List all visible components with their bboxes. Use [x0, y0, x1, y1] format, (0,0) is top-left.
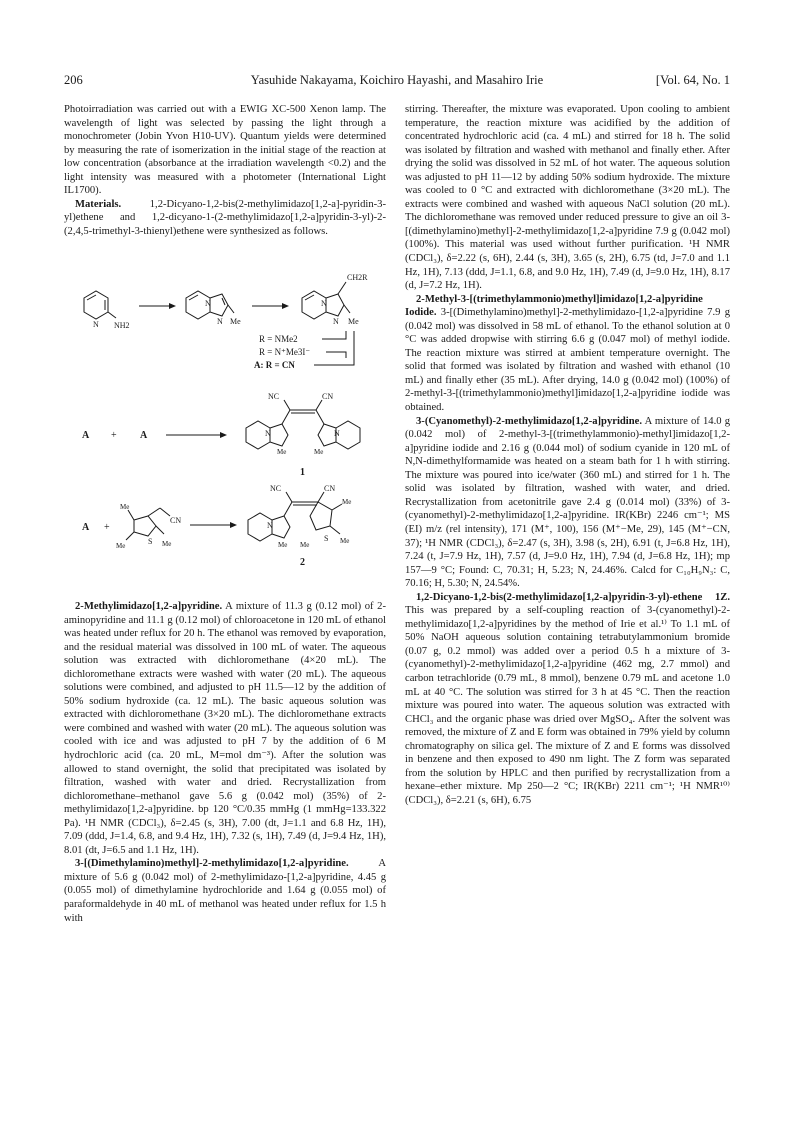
r-group-list [254, 331, 354, 370]
running-header [64, 73, 730, 89]
n-label: N [267, 521, 273, 530]
iodide-paragraph [405, 293, 730, 415]
cyanomethyl-paragraph [405, 415, 730, 591]
me-label: Me [162, 540, 172, 548]
substituted-imidazopyridine-structure [302, 273, 368, 326]
me-label: Me [348, 317, 359, 326]
cn-label: CN [170, 516, 182, 525]
arrow-1 [139, 303, 176, 309]
me-label: Me [120, 503, 130, 511]
compound-2-label: 2 [300, 557, 305, 568]
me-label: Me [340, 537, 350, 545]
compound-1-structure [246, 392, 360, 478]
photoirradiation-paragraph: Photoirradiation was carried out with a EWIG XC-500 Xenon lamp. The wavelength of light was selected by passing the light through a monochrometer (Jobin Yvon H10-UV). Quantum yields were determined by measuring the rate of isomerization in the initial stage of the reaction at low concentration (absorbance at the irradiation wavelength <0.2) and the light intensity was measured with a photometer (International Light IL1700). [64, 104, 386, 197]
left-column-bottom [64, 600, 386, 925]
dimerization-reaction [82, 430, 227, 441]
nc-label: NC [270, 484, 282, 493]
cross-coupling-reaction [82, 503, 237, 550]
n-label: N [217, 317, 223, 326]
r-cn: A: R = CN [254, 360, 295, 370]
plus-sign: + [104, 522, 110, 533]
me-label: Me [314, 448, 324, 456]
left-column-top [64, 103, 386, 238]
me-label: Me [230, 317, 241, 326]
cn-label: CN [322, 392, 334, 401]
reactant-a: A [82, 430, 90, 441]
materials-heading: Materials. [75, 198, 122, 210]
methylimidazopyridine-text: A mixture of 11.3 g (0.12 mol) of 2-aminopyridine and 11.1 g (0.12 mol) of chloroacetone in 120 mL of ethanol was heated under reflux for 20 h. The ethanol was removed by evaporation, and the residual material was dissolved in 100 mL of water. The aqueous solution was extracted with dichloromethane (4×20 mL). The dichloromethane extracts were washed with water (20 mL). The aqueous solutions were combined, and adjusted to pH 11.5—12 by the addition of 50% sodium hydroxide (ca. 12 mL). The basic aqueous solution was extracted with dichloromethane (3×20 mL). The dichloromethane extracts were combined and washed with water (20 mL). The aqueous solution was cooled with ice and was adjusted to pH 7 by the addition of 6 M hydrochloric acid (ca. 20 mL, M=mol dm⁻³). After the solution was allowed to stand overnight, the solid that precipitated was isolated by filtration, washed with water and dried. Recrystallization from dichloromethane–methanol gave 5.6 g (0.042 mol) (35%) of 2-methylimidazo[1,2-a]pyridine. bp 120 °C/0.35 mmHg (1 mmHg=133.322 Pa). ¹H NMR (CDCl₃), δ=2.45 (s, 3H), 7.00 (dt, J=1.1 and 6.8 Hz, 1H), 7.09 (ddd, J=1.4, 6.8, and 9.4 Hz, 1H), 7.32 (s, 1H), 7.49 (d, J=9.4 Hz, 1H), 8.01 (dt, J=6.5 and 1.1 Hz, 1H). [64, 601, 386, 856]
page-number: 206 [64, 73, 83, 87]
me-label: Me [300, 541, 310, 549]
arrow-2 [252, 303, 289, 309]
nh2-label: NH2 [114, 321, 130, 330]
n-label: N [333, 317, 339, 326]
cn-label: CN [324, 484, 336, 493]
dimethylaminomethyl-heading: 3-[(Dimethylamino)methyl]-2-methylimidazo[1,2-a]pyridine. [75, 858, 349, 870]
s-label: S [148, 537, 153, 546]
dicyanoethene-paragraph [405, 591, 730, 808]
n-label: N [265, 429, 271, 438]
dicyanoethene-heading: 1,2-Dicyano-1,2-bis(2-methylimidazo[1,2-a]pyridin-3-yl)-ethene 1Z. [416, 591, 730, 603]
materials-text: 1,2-Dicyano-1,2-bis(2-methylimidazo[1,2-a]-pyridin-3-yl)ethene and 1,2-dicyano-1-(2-methylimidazo[1,2-a]pyridin-3-yl)-2-(2,4,5-trimethyl-3-thienyl)ethene were synthesized as follows. [64, 198, 386, 237]
nc-label: NC [268, 392, 280, 401]
dimethylaminomethyl-paragraph [64, 857, 386, 925]
continuation-paragraph: stirring. Thereafter, the mixture was evaporated. Upon cooling to ambient temperature, the reaction mixture was acidified by the addition of concentrated hydrochloric acid (ca. 4 mL) and stirred for 18 h. The solid was isolated by filtration and washed with methanol and finally ether. After drying the solid was dissolved in 52 mL of hot water. The aqueous solution was adjusted to pH 11—12 by adding 50% sodium hydroxide. The mixture was cooled to 0 °C and extracted with dichloromethane (3×20 mL). The extracts were combined and washed with aqueous NaCl solution (20 mL). The dichloromethane was removed under reduced pressure to give an oil 3-[(dimethylamino)methyl]-2-methylimidazo[1,2-a]pyridine 7.9 g (0.042 mol) (100%). This material was used without further purification. ¹H NMR (CDCl₃), δ=2.22 (s, 6H), 2.44 (s, 3H), 3.65 (s, 2H), 6.75 (td, J=7.0 and 1.1 Hz, 1H), 7.13 (ddd, J=1.1, 6.8, and 9.0 Hz, 1H), 7.49 (d, J=9.0 Hz, 1H), 8.17 (d, J=7.2 Hz, 1H). [405, 104, 731, 292]
plus-sign: + [111, 430, 117, 441]
iodide-text: 3-[(Dimethylamino)methyl]-2-methylimidazo-[1,2-a]pyridine 7.9 g (0.042 mol) was dissolved in 58 mL of ethanol. To the ethanol solution at 0 °C was added dropwise with stirring 6.6 g (0.047 mol) of methyl iodide. The reaction mixture was stirred at ambient temperature overnight. The solid that formed was isolated by filtration and washed with ethanol (10 mL) and finally ether (35 mL). After drying, 14.0 g (0.042 mol) (100%) of 2-methyl-3-[(trimethylammonio)methyl]imidazo[1,2-a]pyridine iodide was obtained. [405, 307, 730, 414]
n-label: N [93, 320, 99, 329]
s-label: S [324, 534, 329, 543]
compound-2-structure [248, 484, 351, 568]
methylimidazopyridine-heading: 2-Methylimidazo[1,2-a]pyridine. [75, 601, 223, 612]
ch2r-label: CH2R [347, 273, 368, 282]
synthesis-scheme [64, 258, 386, 588]
cyanomethyl-text: A mixture of 14.0 g (0.042 mol) of 2-methyl-3-[(trimethylammonio)-methyl]imidazo[1,2-a]pyridine iodide and 2.16 g (0.044 mol) of sodium cyanide in 120 mL of N,N-dimethylformamide was heated on a steam bath for 1 h with stirring. The mixture was poured into ice/water (360 mL) and stirred for 1 h. The solid was isolated by filtration, washed with water, and dried. Recrystallization from acetonitrile gave 2.4 g (0.014 mol) (33%) of 3-(cyanomethyl)-2-methylimidazo[1,2-a]pyridine. IR(KBr) 2246 cm⁻¹; MS (EI) m/z (rel intensity), 171 (M⁺, 100), 156 (M⁺−Me, 29), 145 (M⁺−CN, 37); ¹H NMR (CDCl₃), δ=2.47 (s, 3H), 3.98 (s, 2H), 6.91 (t, J=6.8 Hz, 1H), 7.24 (t, J=7.9 Hz, 1H), 7.57 (d, J=9.0 Hz, 1H), 7.94 (d, J=6.8 Hz, 1H); mp 157—9 °C; Found: C, 70.31; H, 5.23; N, 24.46%. Calcd for C₁₀H₉N₃: C, 70.16; H, 5.30; N, 24.54%. [405, 415, 730, 590]
reactant-a: A [140, 430, 148, 441]
methylimidazopyridine-structure [186, 291, 241, 326]
n-label: N [321, 299, 327, 308]
right-column [405, 103, 730, 807]
n-label: N [205, 299, 211, 308]
me-label: Me [342, 498, 352, 506]
volume-info: [Vol. 64, No. 1 [655, 73, 730, 87]
iodide-heading: 2-Methyl-3-[(trimethylammonio)methyl]imidazo[1,2-a]pyridine Iodide. [405, 293, 703, 319]
dicyanoethene-text: This was prepared by a self-coupling reaction of 3-(cyanomethyl)-2-methylimidazo[1,2-a]pyridines by the method of Irie et al.¹⁾ To 1.1 mL of 50% NaOH aqueous solution containing tetrabutylammonium bromide (0.07 g, 0.2 mmol) was added over a period 0.5 h a mixture of 3-(cyanomethyl)-2-methylimidazo[1,2-a]pyridine (462 mg, 2.7 mmol) and carbon tetrachloride (0.79 mL, 8 mmol), benzene 0.79 mL and acetone 1.0 mL at 40 °C. The solution was stirred for 3 h at 45 °C. Then the reaction mixture was poured into water. The aqueous solution was extracted with CHCl₃ and the organic phase was dried over MgSO₄. After the solvent was removed, the mixture of Z and E form was obtained in 79% yield by column chromatography on silica gel. The mixture of Z and E forms was dissolved in benzene and then exposed to 490 nm light. The Z form was separated from the solution by HPLC and then purified by recrystallization from a hexane–ether mixture. Mp 250—2 °C; IR(KBr) 2211 cm⁻¹; ¹H NMR¹⁰⁾ (CDCl₃), δ=2.21 (s, 6H), 6.75 [405, 605, 730, 806]
r-nme2: R = NMe2 [259, 334, 298, 344]
aminopyridine-structure [84, 291, 130, 330]
reactant-a: A [82, 522, 90, 533]
cyanomethyl-heading: 3-(Cyanomethyl)-2-methylimidazo[1,2-a]pyridine. [416, 415, 642, 427]
running-authors: Yasuhide Nakayama, Koichiro Hayashi, and Masahiro Irie [250, 73, 544, 87]
me-label: Me [277, 448, 287, 456]
n-label: N [334, 429, 340, 438]
r-nme3i: R = N⁺Me3I⁻ [259, 347, 311, 357]
compound-1-label: 1 [300, 467, 305, 478]
materials-paragraph [64, 198, 386, 239]
me-label: Me [278, 541, 288, 549]
dimethylaminomethyl-text: A mixture of 5.6 g (0.042 mol) of 2-methylimidazo-[1,2-a]pyridine, 4.45 g (0.055 mol) of dimethylamine hydrochloride and 1.64 g (0.055 mol) of paraformaldehyde in 40 mL of methanol was heated under reflux for 1.5 h with [64, 858, 386, 924]
methylimidazopyridine-paragraph [64, 600, 386, 857]
me-label: Me [116, 542, 126, 550]
